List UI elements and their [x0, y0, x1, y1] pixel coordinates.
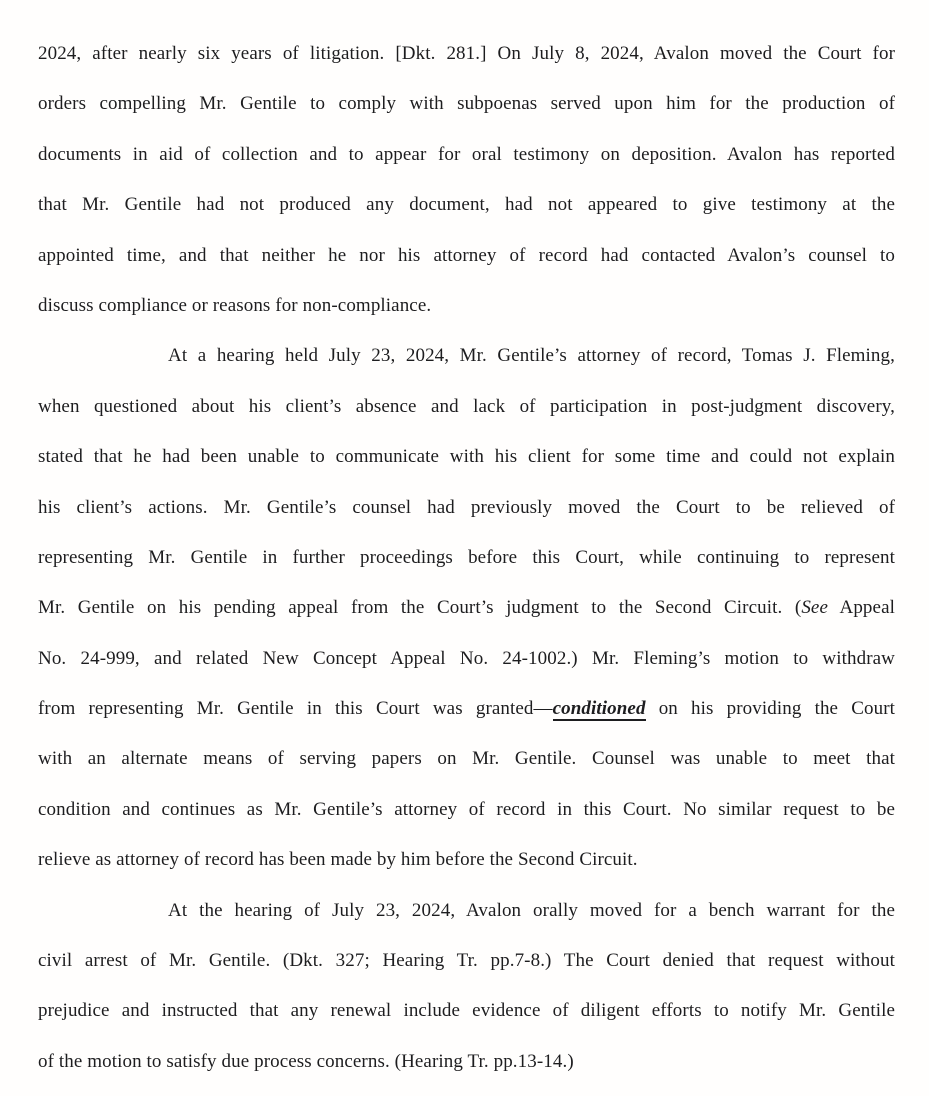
text-line [38, 29, 895, 79]
bold-italic-underline-segment: conditioned [552, 698, 646, 720]
text-line [38, 684, 895, 734]
text-line [38, 886, 895, 936]
text-line [38, 986, 895, 1036]
text-segment: discuss compliance or reasons for non-compliance. [38, 294, 432, 316]
text-segment: relieve as attorney of record has been made by him before the Second Circuit. [38, 849, 638, 871]
text-line [38, 331, 895, 381]
text-line [38, 533, 895, 583]
text-line [38, 180, 895, 230]
text-segment: Mr. Gentile on his pending appeal from the Court’s judgment to the Second Circuit. ( [38, 597, 802, 619]
text-line [38, 785, 895, 835]
text-segment: that Mr. Gentile had not produced any document, had not appeared to give testimony at the [38, 194, 895, 216]
text-segment: appointed time, and that neither he nor his attorney of record had contacted Avalon’s counsel to [38, 244, 895, 266]
text-line [38, 734, 895, 784]
text-segment: when questioned about his client’s absence and lack of participation in post-judgment discovery, [38, 395, 895, 417]
text-segment: documents in aid of collection and to appear for oral testimony on deposition. Avalon has reported [38, 143, 895, 165]
paragraph [38, 331, 895, 885]
text-segment: orders compelling Mr. Gentile to comply with subpoenas served upon him for the production of [38, 93, 895, 115]
text-segment: stated that he had been unable to communicate with his client for some time and could not explain [38, 446, 895, 468]
text-line [38, 936, 895, 986]
text-line [38, 281, 895, 331]
text-line [38, 79, 895, 129]
text-segment: At a hearing held July 23, 2024, Mr. Gentile’s attorney of record, Tomas J. Fleming, [168, 345, 895, 367]
text-segment: from representing Mr. Gentile in this Court was granted— [38, 698, 553, 720]
paragraph [38, 886, 895, 1088]
text-line [38, 432, 895, 482]
text-line [38, 835, 895, 885]
text-line [38, 130, 895, 180]
text-line [38, 382, 895, 432]
text-line [38, 483, 895, 533]
text-segment: No. 24-999, and related New Concept Appeal No. 24-1002.) Mr. Fleming’s motion to withdraw [38, 647, 895, 669]
text-segment: representing Mr. Gentile in further proceedings before this Court, while continuing to represent [38, 546, 895, 568]
text-segment: with an alternate means of serving papers on Mr. Gentile. Counsel was unable to meet that [38, 748, 895, 770]
paragraph [38, 29, 895, 331]
text-segment: At the hearing of July 23, 2024, Avalon orally moved for a bench warrant for the [168, 899, 895, 921]
text-segment: his client’s actions. Mr. Gentile’s counsel had previously moved the Court to be relieved of [38, 496, 895, 518]
text-segment: on his providing the Court [645, 698, 895, 720]
text-segment: condition and continues as Mr. Gentile’s attorney of record in this Court. No similar request to be [38, 798, 895, 820]
text-line [38, 231, 895, 281]
text-segment: 2024, after nearly six years of litigation. [Dkt. 281.] On July 8, 2024, Avalon moved the Court for [38, 43, 895, 64]
italic-segment: See [801, 597, 828, 619]
text-line [38, 634, 895, 684]
text-segment: civil arrest of Mr. Gentile. (Dkt. 327; Hearing Tr. pp.7-8.) The Court denied that request without [38, 950, 895, 972]
text-segment: of the motion to satisfy due process concerns. (Hearing Tr. pp.13-14.) [38, 1050, 574, 1072]
text-line [38, 583, 895, 633]
text-segment: Appeal [828, 597, 895, 619]
text-segment: prejudice and instructed that any renewal include evidence of diligent efforts to notify Mr. Gentile [38, 1000, 895, 1022]
text-line [38, 1037, 895, 1087]
